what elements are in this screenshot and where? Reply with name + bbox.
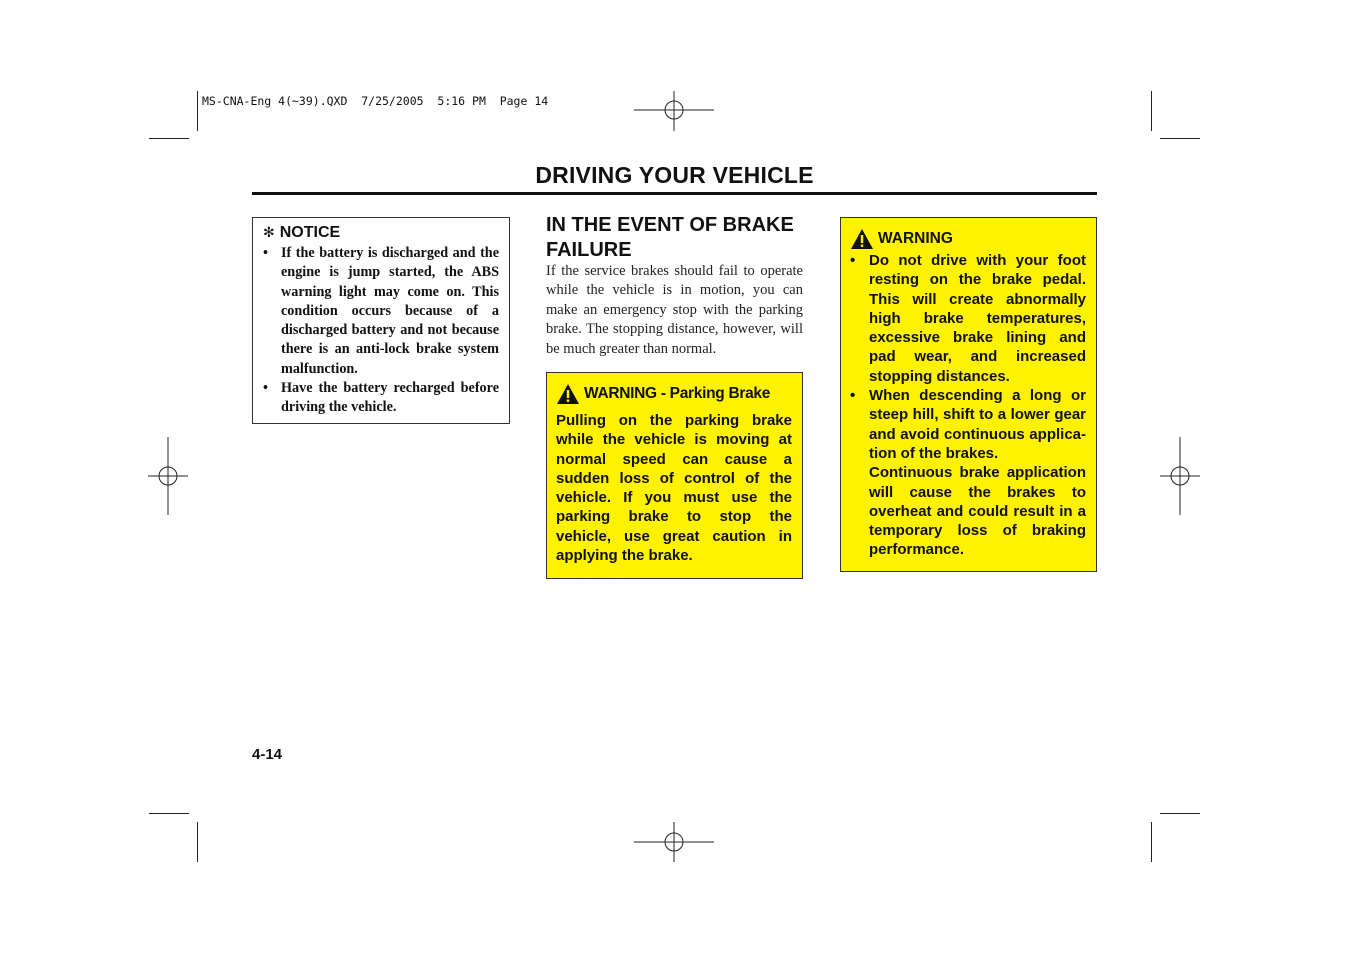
- registration-mark-icon: [1160, 437, 1200, 515]
- notice-item: • Have the battery recharged before driving the vehicle.: [263, 379, 499, 418]
- brake-warning-box: [840, 217, 1097, 572]
- page-number: 4-14: [252, 746, 283, 763]
- warning-heading-row: [850, 228, 1086, 250]
- crop-mark: [1160, 813, 1200, 814]
- print-slug: MS-CNA-Eng 4(~39).QXD 7/25/2005 5:16 PM Page 14: [202, 94, 549, 108]
- crop-mark: [197, 91, 198, 131]
- parking-warning-heading-row: [556, 383, 792, 405]
- warning-item: • Do not drive with your foot resting on the brake pedal. This will create abnormally high brake temperatures, excessive brake lining and pad wear, and increased stopping distances.: [850, 251, 1086, 386]
- section-body: If the service brakes should fail to operate while the vehicle is in motion, you can make an emergency stop with the parking brake. The stopping distance, however, will be much greater than normal.: [546, 263, 803, 357]
- crop-mark: [197, 822, 198, 862]
- notice-heading: NOTICE: [279, 224, 341, 241]
- warning-heading: WARNING: [878, 230, 953, 247]
- crop-mark: [1151, 822, 1152, 862]
- registration-mark-icon: [634, 91, 714, 131]
- warning-continuation: Continuous brake application will cause the brakes to overheat and could result in a temporary loss of braking performance.: [869, 464, 1086, 559]
- warning-list: [850, 251, 1086, 463]
- notice-box: [252, 217, 510, 424]
- parking-brake-warning-box: [546, 372, 803, 579]
- chapter-title: DRIVING YOUR VEHICLE: [535, 162, 814, 188]
- crop-mark: [1160, 138, 1200, 139]
- crop-mark: [1151, 91, 1152, 131]
- warning-item: • When descending a long or steep hill, shift to a lower gear and avoid continuous applica-tion of the brakes.: [850, 386, 1086, 463]
- registration-mark-icon: [634, 822, 714, 862]
- registration-mark-icon: [148, 437, 188, 515]
- crop-mark: [149, 813, 189, 814]
- parking-warning-body: Pulling on the parking brake while the vehicle is moving at normal speed can cause a sudden loss of control of the vehicle. If you must use the parking brake to stop the vehicle, use great caution in applying the brake.: [556, 412, 792, 565]
- notice-heading-row: [263, 224, 499, 242]
- notice-star-icon: ✻: [263, 225, 275, 241]
- crop-mark: [149, 138, 189, 139]
- section-title: IN THE EVENT OF BRAKE FAILURE: [546, 214, 794, 261]
- header-rule: [252, 192, 1097, 195]
- warning-triangle-icon: [556, 383, 580, 405]
- warning-triangle-icon: [850, 228, 874, 250]
- parking-warning-heading: WARNING - Parking Brake: [584, 385, 771, 402]
- notice-item: • If the battery is discharged and the engine is jump started, the ABS warning light may come on. This condition occurs because of a discharged battery and not because there is an anti-lock brake system malfunction.: [263, 244, 499, 379]
- notice-list: [263, 244, 499, 418]
